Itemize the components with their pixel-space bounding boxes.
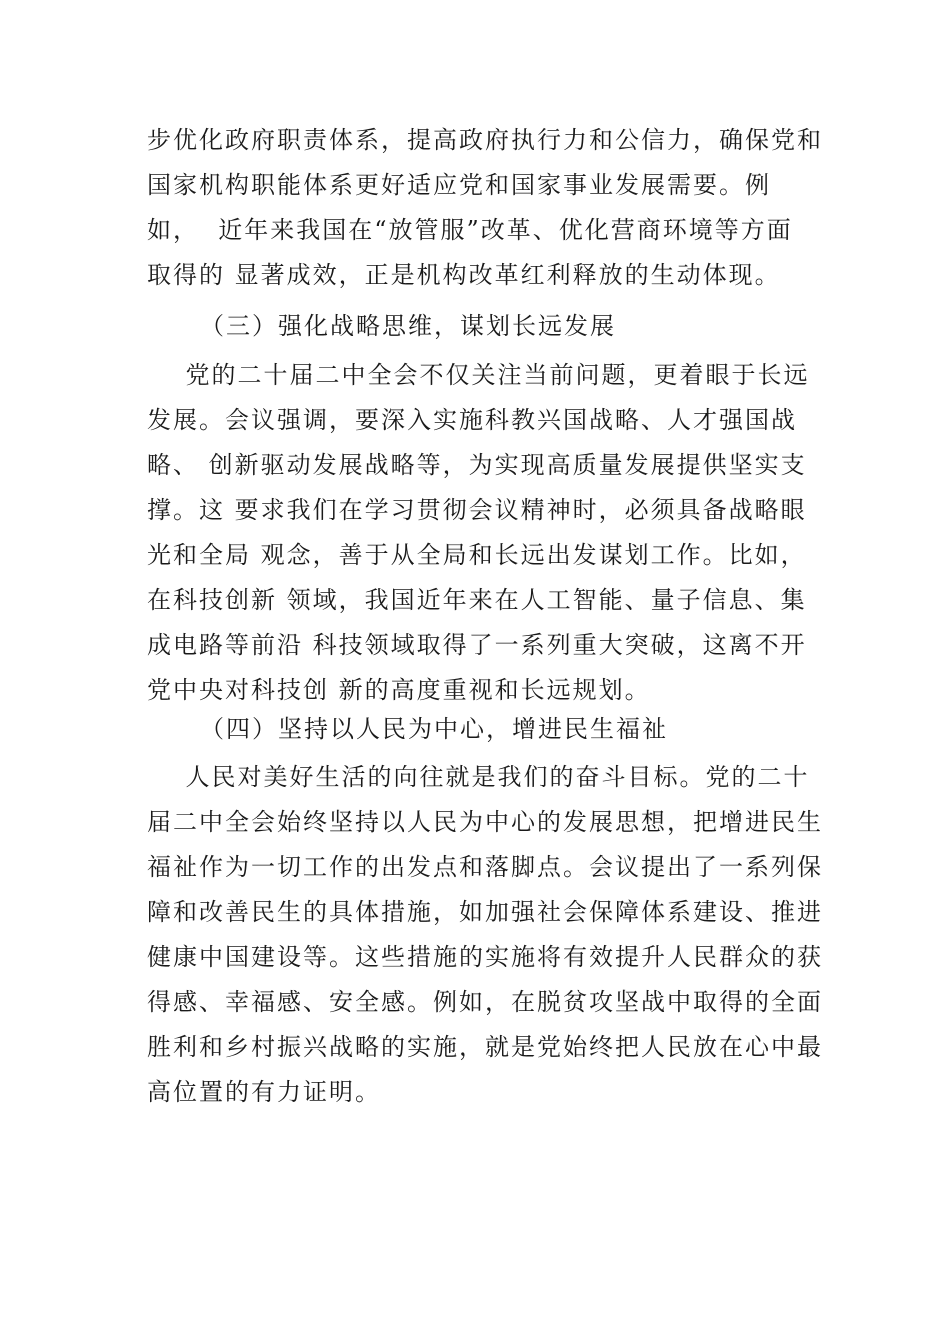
- paragraph-line: 胜利和乡村振兴战略的实施，就是党始终把人民放在心中最: [147, 1033, 823, 1061]
- paragraph-line: 成电路等前沿 科技领域取得了一系列重大突破，这离不开: [147, 631, 807, 659]
- paragraph-line: 国家机构职能体系更好适应党和国家事业发展需要。例: [147, 171, 771, 199]
- paragraph-line: 如， 近年来我国在“放管服”改革、优化营商环境等方面: [147, 216, 793, 244]
- paragraph-intro: [147, 118, 823, 298]
- paragraph-line: 发展。会议强调，要深入实施科教兴国战略、人才强国战: [147, 406, 797, 434]
- paragraph-line: 光和全局 观念，善于从全局和长远出发谋划工作。比如，: [147, 541, 807, 569]
- paragraph-line: 党的二十届二中全会不仅关注当前问题，更着眼于长远: [147, 361, 810, 389]
- paragraph-line: 届二中全会始终坚持以人民为中心的发展思想，把增进民生: [147, 808, 823, 836]
- paragraph-line: 党中央对科技创 新的高度重视和长远规划。: [147, 676, 651, 704]
- section-heading-3: （三）强化战略思维，谋划长远发展: [200, 312, 616, 340]
- paragraph-section-4: [147, 755, 823, 1115]
- paragraph-line: 在科技创新 领域，我国近年来在人工智能、量子信息、集: [147, 586, 807, 614]
- paragraph-line: 撑。这 要求我们在学习贯彻会议精神时，必须具备战略眼: [147, 496, 807, 524]
- paragraph-line: 步优化政府职责体系，提高政府执行力和公信力，确保党和: [147, 126, 823, 154]
- paragraph-line: 障和改善民生的具体措施，如加强社会保障体系建设、推进: [147, 898, 823, 926]
- paragraph-section-3: [147, 353, 812, 713]
- paragraph-line: 高位置的有力证明。: [147, 1078, 381, 1106]
- paragraph-line: 得感、幸福感、安全感。例如，在脱贫攻坚战中取得的全面: [147, 988, 823, 1016]
- paragraph-line: 略、 创新驱动发展战略等，为实现高质量发展提供坚实支: [147, 451, 807, 479]
- paragraph-line: 取得的 显著成效，正是机构改革红利释放的生动体现。: [147, 261, 781, 289]
- paragraph-line: 人民对美好生活的向往就是我们的奋斗目标。党的二十: [147, 763, 810, 791]
- paragraph-line: 健康中国建设等。这些措施的实施将有效提升人民群众的获: [147, 943, 823, 971]
- paragraph-line: 福祉作为一切工作的出发点和落脚点。会议提出了一系列保: [147, 853, 823, 881]
- section-heading-4: （四）坚持以人民为中心，增进民生福祉: [200, 715, 668, 743]
